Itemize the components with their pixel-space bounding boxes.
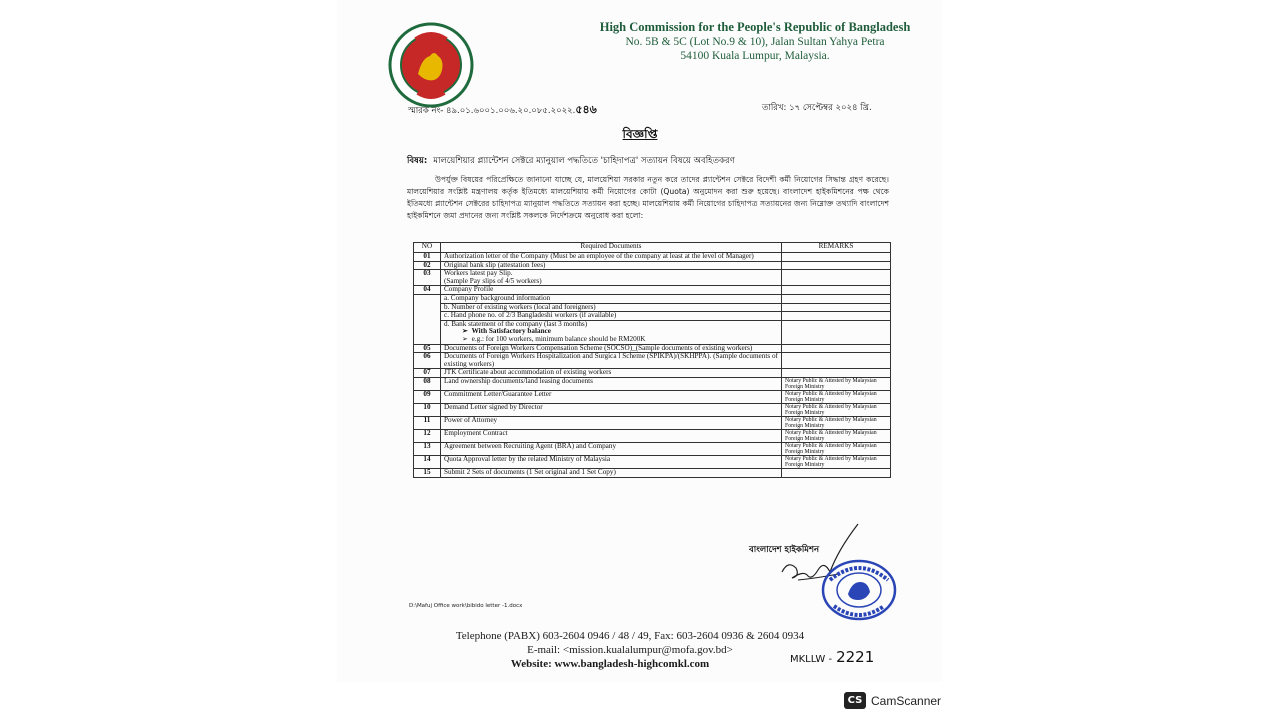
bullet-satisfactory: ➢ With Satisfactory balance	[462, 327, 551, 336]
bangladesh-seal-icon	[388, 22, 474, 108]
subject-label: বিষয়:	[407, 156, 428, 166]
row-document: Documents of Foreign Workers Compensation Scheme (SOCSO)_(Sample documents of existing workers)	[441, 344, 782, 353]
table-row	[414, 416, 891, 429]
row-no: 09	[414, 390, 441, 403]
row-no: 03	[414, 270, 441, 286]
subject-text: মালয়েশিয়ার প্ল্যান্টেশন সেক্টরে ম্যানুয়াল পদ্ধতিতে 'চাহিদাপত্র' সত্যায়ন বিষয়ে অবহিতকরণ	[433, 156, 735, 166]
row-remarks: Notary Public & Attested by Malaysian Foreign Ministry	[782, 429, 891, 442]
row-remarks: Notary Public & Attested by Malaysian Foreign Ministry	[782, 455, 891, 468]
memo-date: তারিখ: ১৭ সেপ্টেম্বর ২০২৪ খ্রি.	[762, 103, 872, 113]
file-path: D:\Mafuj Office work\bibido letter -1.docx	[409, 603, 523, 609]
mkllw-value: 2221	[836, 648, 875, 666]
footer-email	[420, 644, 840, 656]
email-label: E-mail:	[527, 644, 561, 656]
mkllw-number	[790, 648, 874, 666]
footer-website	[400, 658, 820, 670]
row-remarks	[782, 270, 891, 286]
row-no: 14	[414, 455, 441, 468]
row-no: 13	[414, 442, 441, 455]
table-row	[414, 429, 891, 442]
subrow-document: a. Company background information	[441, 294, 782, 303]
row-document	[441, 270, 782, 286]
row-document: Power of Attorney	[441, 416, 782, 429]
row-document: Demand Letter signed by Director	[441, 403, 782, 416]
row-document: Commitment Letter/Guarantee Letter	[441, 390, 782, 403]
address-line-1: No. 5B & 5C (Lot No.9 & 10), Jalan Sultan Yahya Petra	[625, 36, 885, 48]
row-remarks: Notary Public & Attested by Malaysian Foreign Ministry	[782, 377, 891, 390]
arrow-icon: ➢	[462, 334, 472, 343]
table-row	[414, 403, 891, 416]
header-remarks: REMARKS	[782, 243, 891, 253]
row-remarks: Notary Public & Attested by Malaysian Foreign Ministry	[782, 403, 891, 416]
row-no: 05	[414, 344, 441, 353]
row-remarks	[782, 261, 891, 270]
row-document-line1: Workers latest pay Slip.	[444, 269, 513, 278]
row-no: 11	[414, 416, 441, 429]
email-address: <mission.kualalumpur@mofa.gov.bd>	[562, 644, 733, 656]
camscanner-label: CamScanner	[871, 693, 942, 708]
row-document: Submit 2 Sets of documents (1 Set original and 1 Set Copy)	[441, 468, 782, 477]
header-no: NO	[414, 243, 441, 253]
row-remarks	[782, 468, 891, 477]
row-no: 02	[414, 261, 441, 270]
table-row	[414, 442, 891, 455]
row-document-line2: (Sample Pay slips of 4/5 workers)	[444, 276, 542, 285]
row-no: 08	[414, 377, 441, 390]
table-row	[414, 468, 891, 477]
row-remarks: Notary Public & Attested by Malaysian Foreign Ministry	[782, 442, 891, 455]
website-label: Website:	[510, 658, 552, 670]
subject-line	[407, 154, 735, 168]
table-row	[414, 270, 891, 286]
bank-statement-text: d. Bank statement of the company (last 3 months)	[444, 319, 588, 328]
memo-ref-number: ৫৪৬	[575, 103, 597, 116]
memo-ref-text: স্মারক নং- ৪৯.০১.৬০০১.০০৬.২০.০৮৫.২০২২.	[408, 106, 576, 116]
row-no: 15	[414, 468, 441, 477]
notice-title: বিজ্ঞপ্তি	[622, 127, 658, 141]
row-document: Documents of Foreign Workers Hospitalization and Surgica l Scheme (SPIKPA)/(SKHPPA). (Sample documents of existing workers)	[441, 353, 782, 369]
row-no: 04	[414, 286, 441, 295]
row-document: Agreement between Recruiting Agent (BRA) and Company	[441, 442, 782, 455]
subrow-document: c. Hand phone no. of 2/3 Bangladeshi workers (if available)	[441, 312, 782, 321]
bullet-example: ➢ e.g.: for 100 workers, minimum balance should be RM200K	[462, 334, 646, 343]
camscanner-watermark	[844, 692, 941, 709]
row-remarks: Notary Public & Attested by Malaysian Foreign Ministry	[782, 416, 891, 429]
subrow-bank-document	[441, 320, 782, 344]
required-documents-table	[413, 242, 891, 478]
row-no: 12	[414, 429, 441, 442]
high-commission-title: High Commission for the People's Republic of Bangladesh	[599, 20, 911, 34]
table-subrow-bank	[414, 320, 891, 344]
row-document: Company Profile	[441, 286, 782, 295]
row-remarks: Notary Public & Attested by Malaysian Foreign Ministry	[782, 390, 891, 403]
header-documents: Required Documents	[441, 243, 782, 253]
table-row	[414, 353, 891, 369]
table-subrow	[414, 294, 891, 303]
row-remarks	[782, 344, 891, 353]
website-url: www.bangladesh-highcomkl.com	[554, 658, 710, 670]
row-no: 01	[414, 253, 441, 262]
official-stamp-icon	[820, 558, 898, 622]
footer-phone: Telephone (PABX) 603-2604 0946 / 48 / 49, Fax: 603-2604 0936 & 2604 0934	[455, 630, 805, 642]
row-document: Original bank slip (attestation fees)	[441, 261, 782, 270]
table-header-row	[414, 243, 891, 253]
memo-reference	[408, 101, 597, 120]
row-document: Authorization letter of the Company (Must be an employee of the company at least at the level of Manager)	[441, 253, 782, 262]
row-document: Land ownership documents/land leasing documents	[441, 377, 782, 390]
row-remarks	[782, 253, 891, 262]
row-remarks	[782, 286, 891, 295]
table-row	[414, 455, 891, 468]
row-document: Quota Approval letter by the related Ministry of Malaysia	[441, 455, 782, 468]
row-document: JTK Certificate about accommodation of existing workers	[441, 369, 782, 378]
row-no: 07	[414, 369, 441, 378]
address-line-2: 54100 Kuala Lumpur, Malaysia.	[680, 50, 830, 62]
row-remarks	[782, 353, 891, 369]
arrow-icon: ➢	[462, 327, 472, 336]
table-row	[414, 390, 891, 403]
table-row	[414, 253, 891, 262]
table-row	[414, 377, 891, 390]
subrow-document: b. Number of existing workers (local and foreigners)	[441, 303, 782, 312]
row-remarks	[782, 369, 891, 378]
row-no: 06	[414, 353, 441, 369]
signatory-label: বাংলাদেশ হাইকমিশন	[749, 545, 820, 555]
row-no: 10	[414, 403, 441, 416]
camscanner-logo-icon: CS	[844, 692, 866, 709]
row-document: Employment Contract	[441, 429, 782, 442]
notice-body: উপর্যুক্ত বিষয়ের পরিপ্রেক্ষিতে জানানো যাচ্ছে যে, মালয়েশিয়া সরকার নতুন করে তাদের প্ল্যান্টেশন সেক্টরে বিদেশী কর্মী নিয়োগের সিদ্ধান্ত গ্রহণ করেছে। মালয়েশিয়ার সংশ্লিষ্ট মন্ত্রণালয় কর্তৃক ইতিমধ্যে মালয়েশিয়ায় কর্মী নিয়োগের কোটা (Quota) অনুমোদন করা শুরু হয়েছে। বাংলাদেশ হাইকমিশনের পক্ষ থেকে ইতিমধ্যে প্ল্যান্টেশন সেক্টরের চাহিদাপত্র ম্যানুয়াল পদ্ধতিতে সত্যায়ন করা হচ্ছে। মালয়েশিয়ায় কর্মী নিয়োগের চাহিদাপত্র সত্যায়নের জন্য নিম্নোক্ত তথ্যাদি বাংলাদেশ হাইকমিশনে জমা প্রদানের জন্য সংশ্লিষ্ট সকলকে নির্দেশক্রমে অনুরোধ করা হলো:	[407, 175, 889, 220]
mkllw-label: MKLLW -	[790, 654, 833, 665]
